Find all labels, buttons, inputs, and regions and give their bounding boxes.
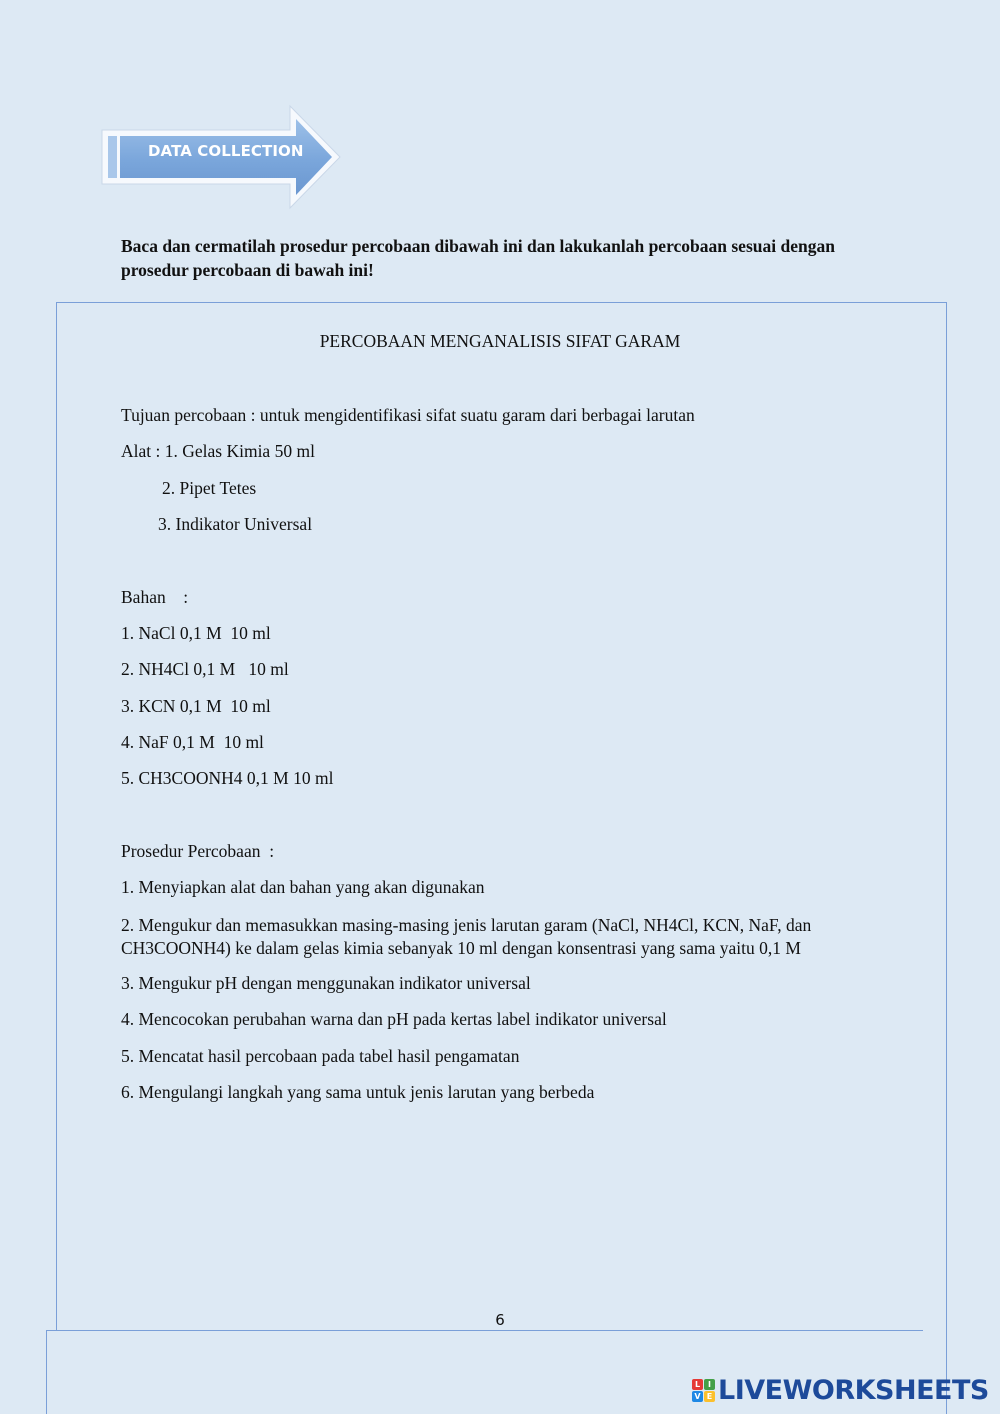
procedure-step: 2. Mengukur dan memasukkan masing-masing jenis larutan garam (NaCl, NH4Cl, KCN, NaF, dan CH3COONH4) ke dalam gelas kimia sebanyak 10 ml dengan konsentrasi yang sama yaitu 0,1 M bbox=[121, 915, 812, 958]
objective-line: Tujuan percobaan : untuk mengidentifikasi sifat suatu garam dari berbagai larutan bbox=[121, 405, 695, 425]
frame-top-border bbox=[56, 302, 947, 303]
tools-line-1: Alat : 1. Gelas Kimia 50 ml bbox=[121, 441, 315, 461]
logo-tile-icon: E bbox=[704, 1391, 715, 1402]
instruction-text: Baca dan cermatilah prosedur percobaan dibawah ini dan lakukanlah percobaan sesuai dengan prosedur percobaan di bawah ini! bbox=[121, 236, 835, 280]
material-item: 1. NaCl 0,1 M 10 ml bbox=[121, 623, 271, 643]
procedure-header: Prosedur Percobaan : bbox=[121, 841, 275, 861]
frame-left-border bbox=[56, 302, 57, 1331]
lower-left-border bbox=[46, 1330, 47, 1414]
logo-tile-icon: I bbox=[704, 1379, 715, 1390]
material-item: 2. NH4Cl 0,1 M 10 ml bbox=[121, 659, 289, 679]
procedure-step: 6. Mengulangi langkah yang sama untuk jenis larutan yang berbeda bbox=[121, 1082, 595, 1102]
material-item: 3. KCN 0,1 M 10 ml bbox=[121, 696, 271, 716]
logo-tile-icon: L bbox=[692, 1379, 703, 1390]
material-item: 4. NaF 0,1 M 10 ml bbox=[121, 732, 264, 752]
document-title: PERCOBAAN MENGANALISIS SIFAT GARAM bbox=[319, 331, 681, 351]
banner-label: DATA COLLECTION bbox=[148, 142, 304, 160]
page-number: 6 bbox=[495, 1311, 505, 1329]
procedure-step: 1. Menyiapkan alat dan bahan yang akan digunakan bbox=[121, 877, 485, 897]
liveworksheets-icon bbox=[692, 1379, 715, 1402]
tools-line-2: 2. Pipet Tetes bbox=[162, 478, 257, 498]
logo-tile-icon: V bbox=[692, 1391, 703, 1402]
footer-rule bbox=[46, 1330, 923, 1331]
procedure-step: 3. Mengukur pH dengan menggunakan indikator universal bbox=[121, 973, 531, 993]
tools-line-3: 3. Indikator Universal bbox=[158, 514, 313, 534]
procedure-step: 5. Mencatat hasil percobaan pada tabel hasil pengamatan bbox=[121, 1046, 520, 1066]
procedure-step: 4. Mencocokan perubahan warna dan pH pada kertas label indikator universal bbox=[121, 1009, 667, 1029]
materials-header: Bahan : bbox=[121, 587, 189, 607]
liveworksheets-logo[interactable] bbox=[692, 1373, 989, 1407]
brand-name: LIVEWORKSHEETS bbox=[718, 1374, 989, 1406]
data-collection-banner bbox=[96, 103, 346, 211]
frame-right-border bbox=[946, 302, 947, 1414]
material-item: 5. CH3COONH4 0,1 M 10 ml bbox=[121, 768, 334, 788]
